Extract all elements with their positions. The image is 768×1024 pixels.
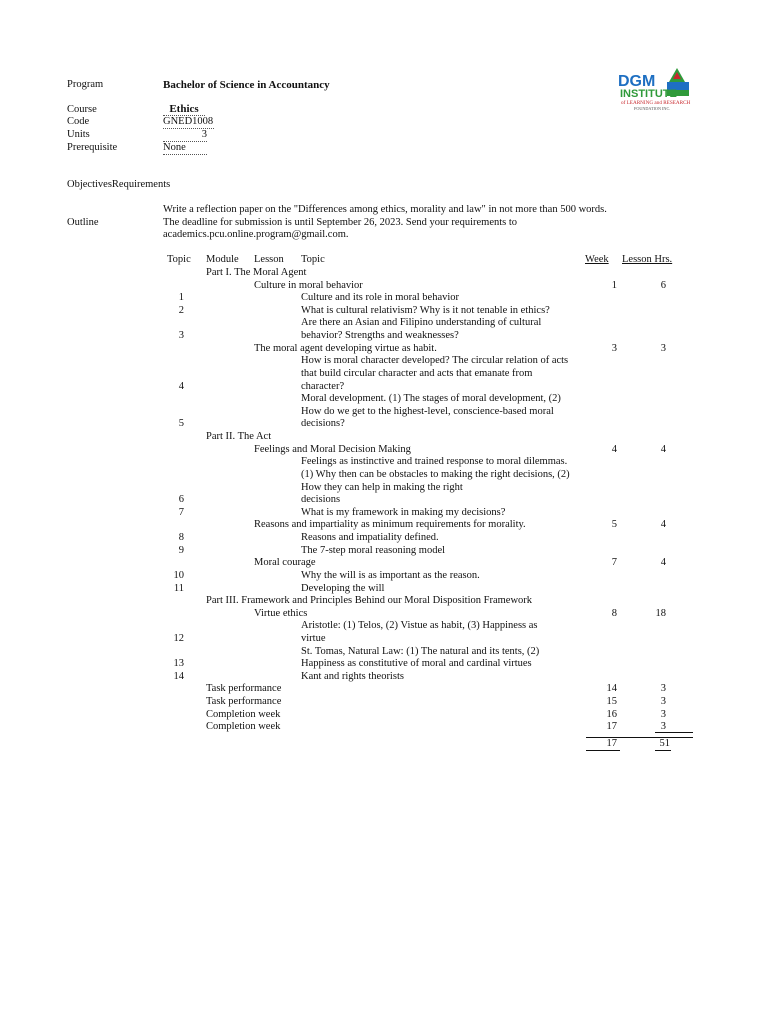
units-label: Units: [67, 129, 90, 140]
row-topic: behavior? Strengths and weaknesses?: [301, 330, 459, 342]
row-week: 15: [606, 696, 617, 708]
row-lesson-hrs: 18: [655, 607, 666, 619]
row-lesson: Feelings and Moral Decision Making: [254, 443, 411, 455]
row-topic: Kant and rights theorists: [301, 670, 404, 682]
row-module: Part I. The Moral Agent: [206, 267, 307, 278]
row-topic: decisions?: [301, 418, 345, 430]
row-module: Completion week: [206, 721, 281, 733]
row-lesson: Virtue ethics: [254, 607, 308, 619]
row-week: 5: [611, 519, 617, 531]
row-module: Completion week: [206, 708, 281, 720]
row-topic-number: 7: [178, 506, 184, 518]
row-week: 1: [611, 279, 617, 291]
row-topic: (1) Why then can be obstacles to making the right decisions, (2): [301, 468, 570, 480]
row-topic-number: 6: [178, 494, 184, 506]
row-topic-number: 13: [173, 658, 184, 670]
last-row-underline: [655, 732, 693, 733]
row-module: Task performance: [206, 683, 282, 695]
row-topic-number: 9: [178, 544, 184, 556]
objectives-label: ObjectivesRequirements: [67, 179, 171, 190]
total-week: 17: [606, 738, 617, 749]
total-rule-hrs: [655, 750, 671, 751]
course-value: Ethics: [163, 103, 205, 116]
header-module: Module: [206, 254, 239, 265]
objectives-line-2: The deadline for submission is until September 26, 2023. Send your requirements to: [163, 217, 518, 228]
prerequisite-label: Prerequisite: [67, 142, 118, 153]
row-module: Part III. Framework and Principles Behind our Moral Disposition Framework: [206, 595, 533, 607]
program-value: Bachelor of Science in Accountancy: [163, 79, 330, 91]
row-week: 17: [606, 721, 617, 733]
row-lesson-hrs: 3: [660, 683, 666, 695]
row-topic: How do we get to the highest-level, conscience-based moral: [301, 405, 554, 417]
row-week: 3: [611, 342, 617, 354]
row-topic-number: 5: [178, 418, 184, 430]
row-topic: Culture and its role in moral behavior: [301, 292, 460, 304]
prerequisite-value: None: [163, 142, 207, 155]
logo-brand: DGM: [618, 73, 656, 90]
row-topic-number: 11: [173, 582, 184, 594]
header-lesson-hrs: Lesson Hrs.: [622, 254, 673, 265]
row-lesson-hrs: 4: [660, 519, 666, 531]
row-topic-number: 10: [173, 569, 184, 581]
row-topic: What is cultural relativism? Why is it not tenable in ethics?: [301, 304, 550, 316]
row-topic-number: 4: [178, 380, 184, 392]
row-week: 16: [606, 708, 617, 720]
total-rule-week: [586, 750, 620, 751]
code-label: Code: [67, 116, 90, 127]
row-week: 8: [611, 607, 617, 619]
units-value: 3: [163, 129, 207, 142]
row-week: 14: [606, 683, 617, 695]
row-topic-number: 12: [173, 632, 184, 644]
logo-line2: of LEARNING and RESEARCH: [621, 100, 691, 106]
row-topic: that build circular character and acts that emanate from: [301, 367, 533, 379]
objectives-line-3: academics.pcu.online.program@gmail.com.: [163, 229, 349, 240]
header-topic: Topic: [167, 254, 191, 265]
row-topic: How they can help in making the right: [301, 481, 463, 493]
row-topic: Aristotle: (1) Telos, (2) Vistue as habit, (3) Happiness as: [301, 620, 538, 632]
row-topic-number: 14: [173, 670, 184, 682]
row-module: Task performance: [206, 696, 282, 708]
code-value: GNED1008: [163, 116, 214, 127]
row-topic: Feelings as instinctive and trained response to moral dilemmas.: [301, 456, 568, 468]
row-lesson-hrs: 3: [660, 342, 666, 354]
row-topic: virtue: [301, 632, 326, 644]
row-week: 7: [611, 557, 617, 569]
row-lesson-hrs: 4: [660, 557, 666, 569]
institute-logo: [617, 68, 691, 112]
row-topic: Are there an Asian and Filipino understanding of cultural: [301, 317, 542, 329]
logo-line3: FOUNDATION INC.: [634, 106, 671, 111]
program-label: Program: [67, 79, 104, 90]
objectives-line-1: Write a reflection paper on the "Differences among ethics, morality and law" in not more than 500 words.: [163, 204, 607, 215]
header-lesson: Lesson: [254, 254, 284, 265]
header-topic-title: Topic: [301, 254, 325, 265]
row-topic-number: 1: [178, 292, 184, 304]
row-lesson: Reasons and impartiality as minimum requirements for morality.: [254, 519, 526, 531]
row-lesson-hrs: 4: [660, 443, 666, 455]
row-lesson-hrs: 3: [660, 708, 666, 720]
row-topic: What is my framework in making my decisions?: [301, 506, 506, 518]
total-hrs: 51: [659, 738, 670, 749]
outline-label: Outline: [67, 217, 99, 228]
row-topic: Moral development. (1) The stages of moral development, (2): [301, 393, 561, 405]
row-topic: Reasons and impatiality defined.: [301, 532, 439, 544]
row-lesson: The moral agent developing virtue as habit.: [254, 342, 437, 354]
row-lesson-hrs: 6: [660, 279, 666, 291]
row-topic-number: 8: [178, 532, 184, 544]
row-lesson: Moral courage: [254, 557, 316, 569]
row-lesson-hrs: 3: [660, 721, 666, 733]
row-topic: character?: [301, 380, 345, 392]
row-topic: The 7-step moral reasoning model: [301, 544, 446, 556]
row-lesson-hrs: 3: [660, 696, 666, 708]
row-topic: Happiness as constitutive of moral and cardinal virtues: [301, 658, 532, 670]
row-topic-number: 3: [178, 330, 184, 342]
row-topic: Developing the will: [301, 582, 385, 594]
course-label: Course: [67, 104, 97, 115]
row-topic: Why the will is as important as the reason.: [301, 569, 480, 581]
logo-line1: INSTITUTE: [620, 88, 677, 100]
logo-graphic: [617, 68, 691, 112]
row-topic: St. Tomas, Natural Law: (1) The natural and its tents, (2): [301, 645, 540, 657]
row-module: Part II. The Act: [206, 431, 272, 443]
row-lesson: Culture in moral behavior: [254, 279, 363, 291]
row-topic: How is moral character developed? The circular relation of acts: [301, 355, 569, 367]
row-topic-number: 2: [178, 304, 184, 316]
row-topic: decisions: [301, 494, 341, 506]
header-week: Week: [585, 254, 609, 265]
row-week: 4: [611, 443, 617, 455]
